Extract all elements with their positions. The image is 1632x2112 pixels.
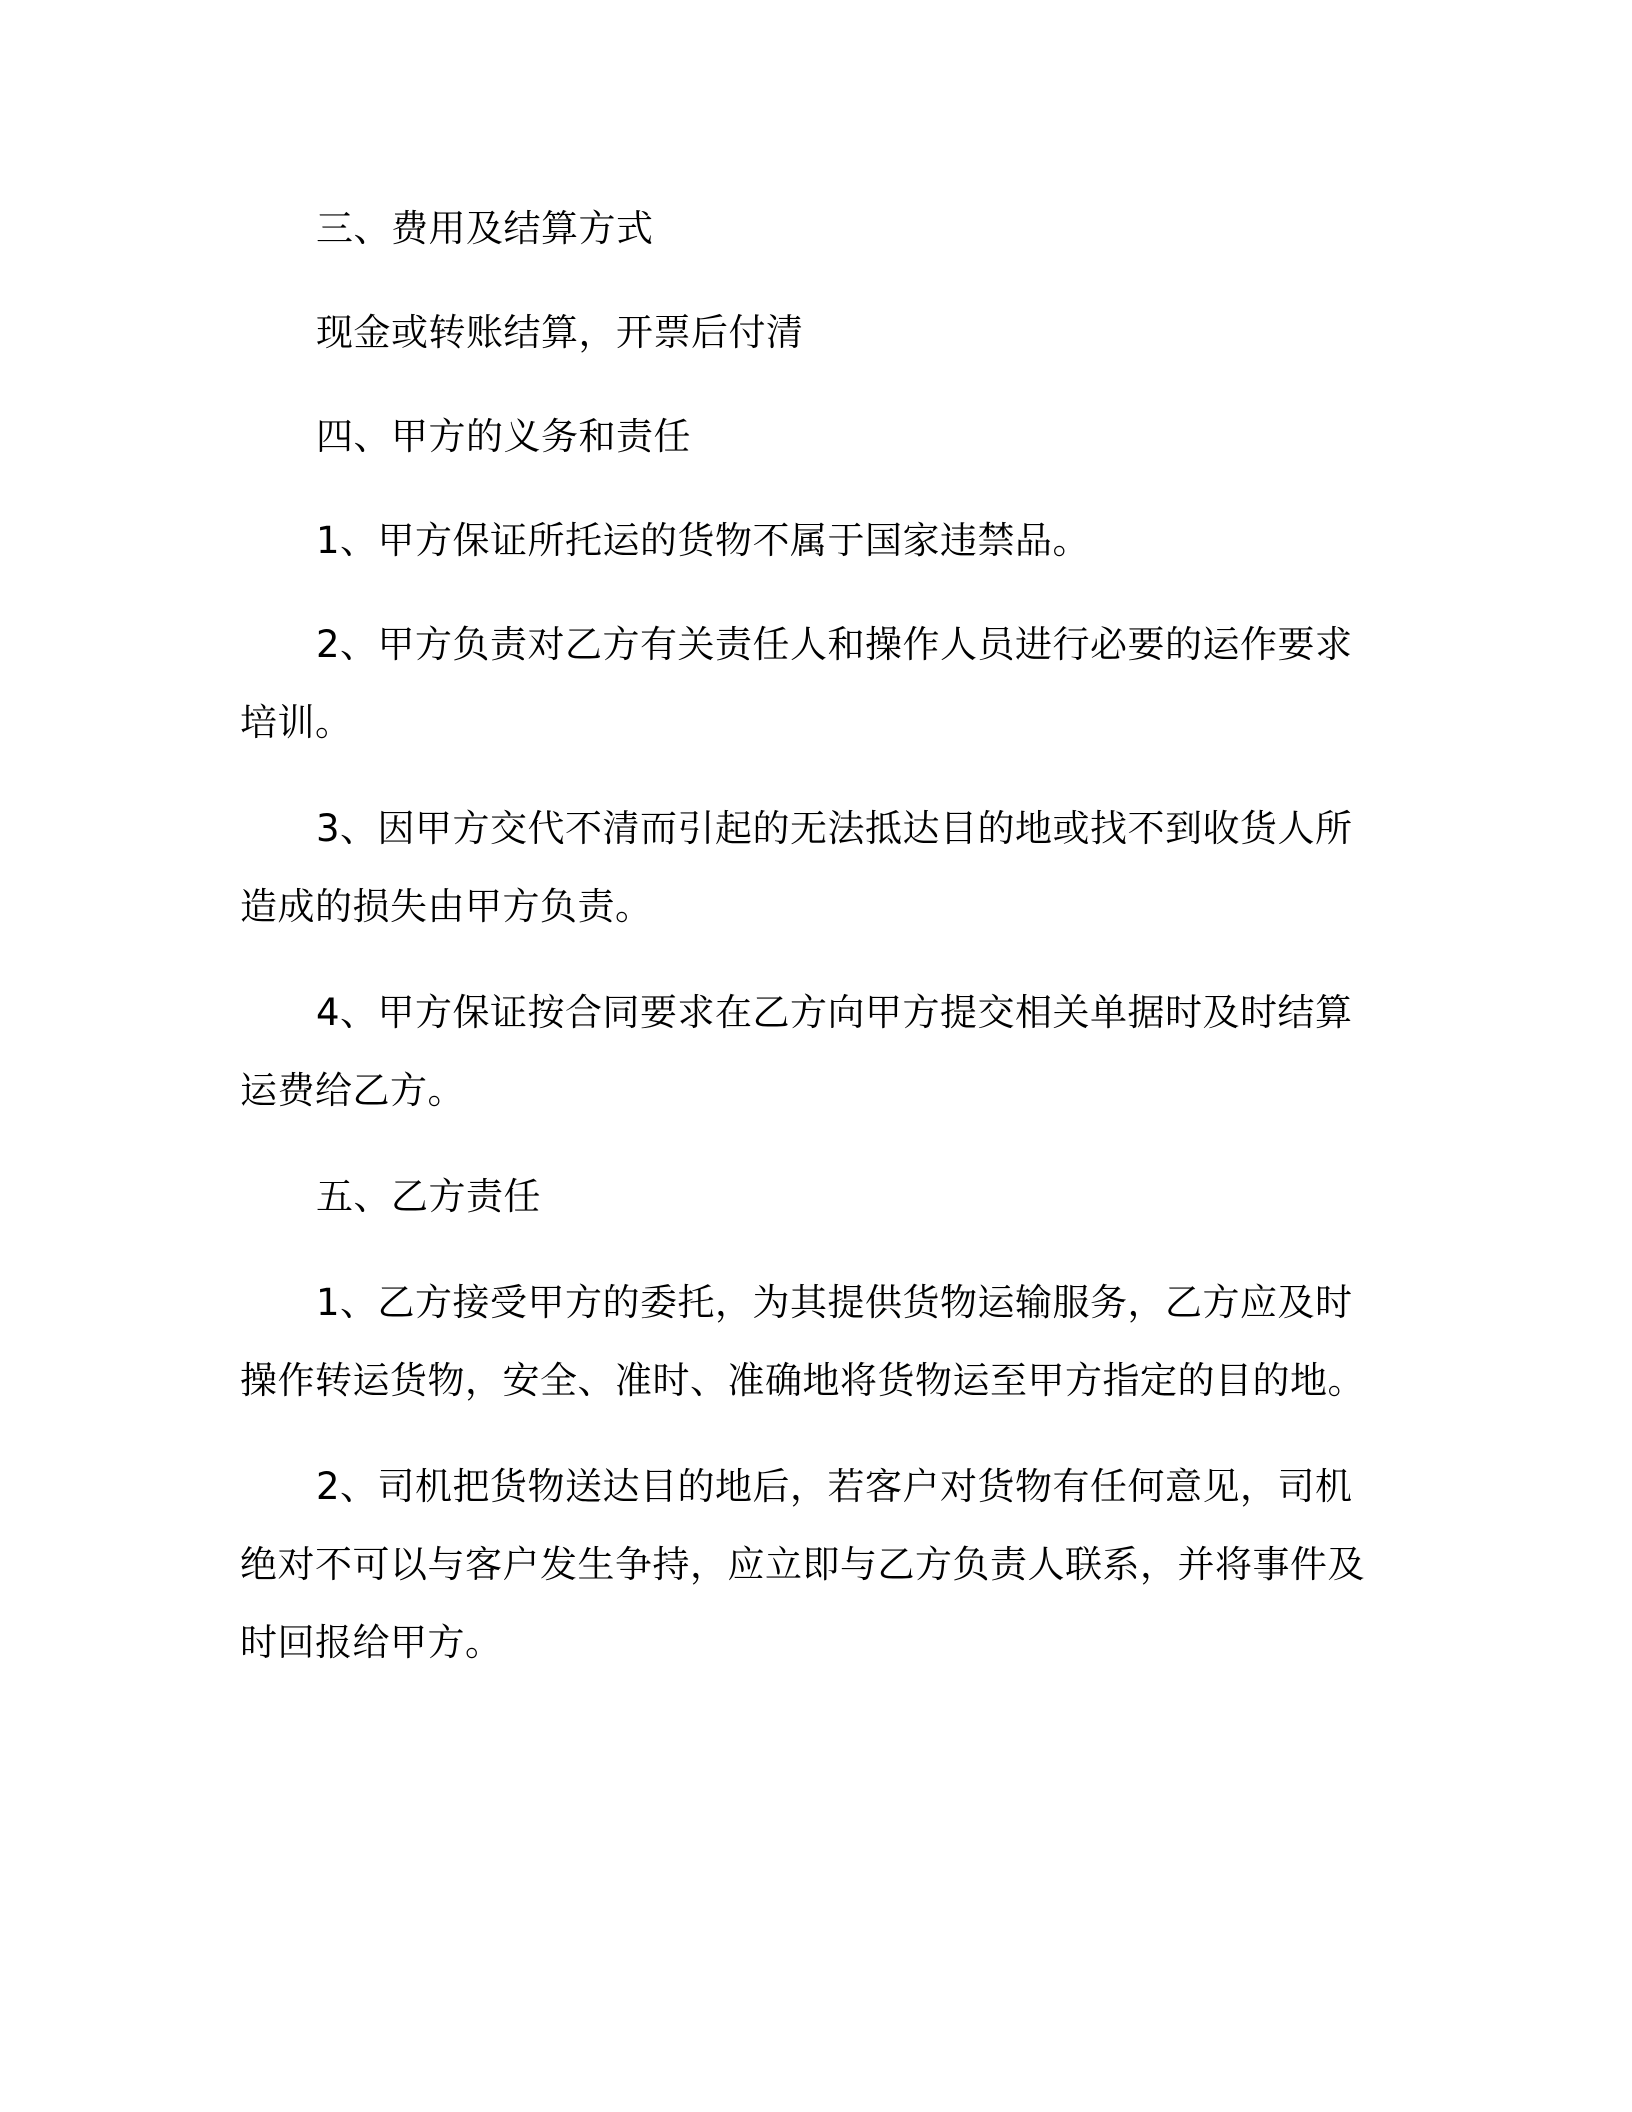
- paragraph-party-b-1: 1、乙方接受甲方的委托，为其提供货物运输服务，乙方应及时操作转运货物，安全、准时、准确地将货物运至甲方指定的目的地。: [240, 1281, 1365, 1402]
- section-heading-party-a: 四、甲方的义务和责任: [316, 415, 691, 458]
- paragraph-party-a-2: 2、甲方负责对乙方有关责任人和操作人员进行必要的运作要求培训。: [240, 623, 1353, 744]
- section-heading-fees: 三、费用及结算方式: [316, 207, 654, 250]
- paragraph-party-b-2: 2、司机把货物送达目的地后，若客户对货物有任何意见，司机绝对不可以与客户发生争持，应立即与乙方负责人联系，并将事件及时回报给甲方。: [240, 1465, 1365, 1664]
- document-body: [240, 190, 1380, 1682]
- paragraph-party-a-1: 1、甲方保证所托运的货物不属于国家违禁品。: [316, 519, 1091, 562]
- paragraph-party-a-3: 3、因甲方交代不清而引起的无法抵达目的地或找不到收货人所造成的损失由甲方负责。: [240, 807, 1353, 928]
- paragraph-party-a-4: 4、甲方保证按合同要求在乙方向甲方提交相关单据时及时结算运费给乙方。: [240, 991, 1353, 1112]
- section-heading-party-b: 五、乙方责任: [316, 1175, 541, 1218]
- paragraph-settlement: 现金或转账结算，开票后付清: [316, 311, 804, 354]
